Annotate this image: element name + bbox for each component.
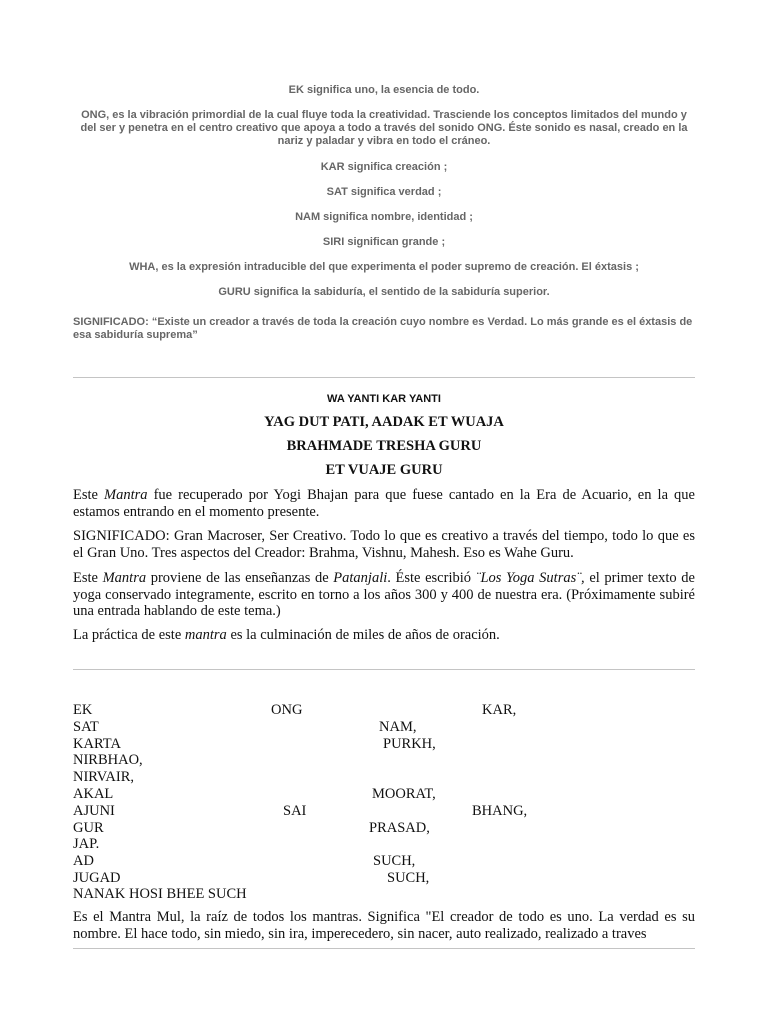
divider <box>73 669 695 670</box>
mantra-word: SAI <box>283 803 307 819</box>
paragraph-meaning: SIGNIFICADO: Gran Macroser, Ser Creativo. Todo lo que es creativo a través del tiempo, todo lo que es el Gran Uno. Tres aspectos del Creador: Brahma, Vishnu, Mahesh. Eso es Wahe Guru. <box>73 528 695 561</box>
mantra-word: ONG <box>271 702 303 718</box>
mantra-word: NANAK HOSI BHEE SUCH <box>73 886 247 902</box>
mantra-word: SAT <box>73 719 99 735</box>
mantra-word: PRASAD, <box>369 820 430 836</box>
mantra-title-line-1: YAG DUT PATI, AADAK ET WUAJA <box>264 414 504 430</box>
significado-paragraph: SIGNIFICADO: “Existe un creador a través de toda la creación cuyo nombre es Verdad. Lo más grande es el éxtasis de esa sabiduría suprema” <box>73 316 693 341</box>
mantra-title-line-3: ET VUAJE GURU <box>325 462 443 478</box>
mantra-word: AJUNI <box>73 803 115 819</box>
paragraph-mantra-mul: Es el Mantra Mul, la raíz de todos los mantras. Significa "El creador de todo es uno. La verdad es su nombre. El hace todo, sin miedo, sin ira, imperecedero, sin nacer, auto realizado, realizado a traves <box>73 909 695 942</box>
mantra-word: SUCH, <box>373 853 416 869</box>
wha-definition: WHA, es la expresión intraducible del que experimenta el poder supremo de creación. El éxtasis ; <box>129 261 639 273</box>
mantra-word: EK <box>73 702 93 718</box>
nam-definition: NAM significa nombre, identidad ; <box>295 211 473 223</box>
mantra-word: BHANG, <box>472 803 528 819</box>
ek-definition: EK significa uno, la esencia de todo. <box>288 84 480 96</box>
mantra-word: AKAL <box>73 786 114 802</box>
mantra-title-line-2: BRAHMADE TRESHA GURU <box>286 438 482 454</box>
paragraph-practice: La práctica de este mantra es la culminación de miles de años de oración. <box>73 627 500 643</box>
mantra-word: NIRVAIR, <box>73 769 135 785</box>
mantra-word: AD <box>73 853 94 869</box>
mantra-word: NAM, <box>379 719 417 735</box>
mantra-word: JAP. <box>73 836 100 852</box>
mantra-word: GUR <box>73 820 104 836</box>
mantra-word: PURKH, <box>383 736 436 752</box>
kar-definition: KAR significa creación ; <box>320 161 448 173</box>
siri-definition: SIRI significan grande ; <box>322 236 446 248</box>
paragraph-origin: Este Mantra fue recuperado por Yogi Bhajan para que fuese cantado en la Era de Acuario, en la que estamos entrando en el momento presente. <box>73 487 695 520</box>
paragraph-patanjali: Este Mantra proviene de las enseñanzas de Patanjali. Éste escribió ¨Los Yoga Sutras¨, el primer texto de yoga conservado integramente, escrito en torno a los años 300 y 400 de nuestra era. (Próximamente subiré una entrada hablando de este tema.) <box>73 570 695 619</box>
guru-definition: GURU significa la sabiduría, el sentido de la sabiduría superior. <box>218 286 550 298</box>
mantra-word: SUCH, <box>387 870 430 886</box>
sat-definition: SAT significa verdad ; <box>326 186 442 198</box>
ong-definition: ONG, es la vibración primordial de la cual fluye toda la creatividad. Trasciende los conceptos limitados del mundo y del ser y penetra en el centro creativo que apoya a todo a través del sonido ONG. Éste sonido es nasal, creado en la nariz y paladar y vibra en todo el cráneo. <box>80 109 688 147</box>
mantra-word: KAR, <box>482 702 517 718</box>
mantra-word: NIRBHAO, <box>73 752 143 768</box>
mantra-word: KARTA <box>73 736 121 752</box>
divider <box>73 377 695 378</box>
divider <box>73 948 695 949</box>
mantra-header: WA YANTI KAR YANTI <box>327 393 441 405</box>
mantra-word: JUGAD <box>73 870 121 886</box>
mantra-word: MOORAT, <box>372 786 436 802</box>
